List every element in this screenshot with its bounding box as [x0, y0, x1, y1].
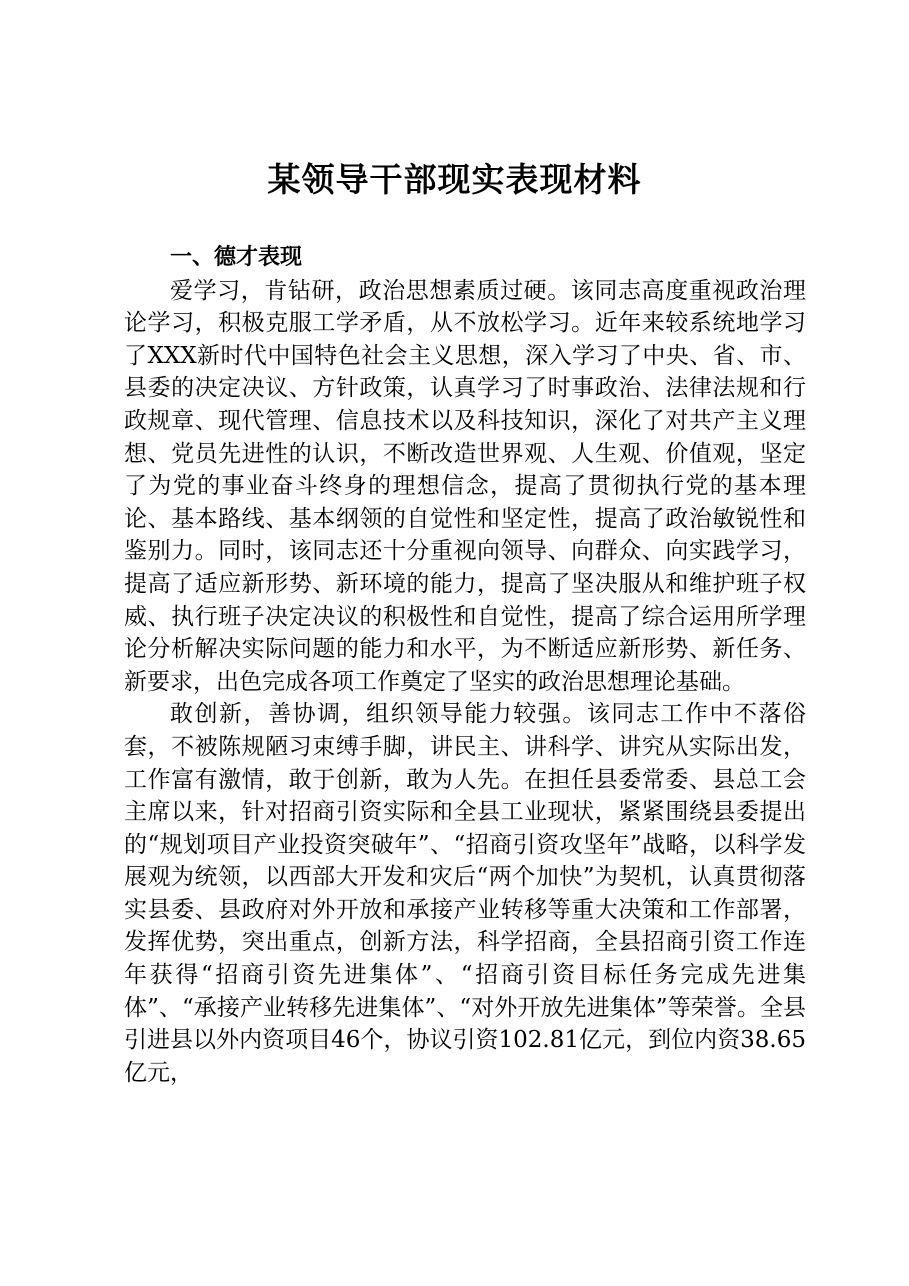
paragraph-innovation: 敢创新，善协调，组织领导能力较强。该同志工作中不落俗套，不被陈规陋习束缚手脚，讲民主、讲科学、讲究从实际出发，工作富有激情，敢于创新，敢为人先。在担任县委常委、县总工会主席以来，针对招商引资实际和全县工业现状，紧紧围绕县委提出的“规划项目产业投资突破年”、“招商引资攻坚年”战略，以科学发展观为统领，以西部大开发和灾后“两个加快”为契机，认真贯彻落实县委、县政府对外开放和承接产业转移等重大决策和工作部署，发挥优势，突出重点，创新方法，科学招商，全县招商引资工作连年获得“招商引资先进集体”、“招商引资目标任务完成先进集体”、“承接产业转移先进集体”、“对外开放先进集体”等荣誉。全县引进县以外内资项目46个，协议引资102.81亿元，到位内资38.65亿元， [124, 701, 806, 1086]
section-heading: 一、德才表现 [170, 245, 303, 270]
paragraph-study: 爱学习，肯钻研，政治思想素质过硬。该同志高度重视政治理论学习，积极克服工学矛盾，从不放松学习。近年来较系统地学习了XXX新时代中国特色社会主义思想，深入学习了中央、省、市、县委的决定决议、方针政策，认真学习了时事政治、法律法规和行政规章、现代管理、信息技术以及科技知识，深化了对共产主义理想、党员先进性的认识，不断改造世界观、人生观、价值观，坚定了为党的事业奋斗终身的理想信念，提高了贯彻执行党的基本理论、基本路线、基本纲领的自觉性和坚定性，提高了政治敏锐性和鉴别力。同时，该同志还十分重视向领导、向群众、向实践学习，提高了适应新形势、新环境的能力，提高了坚决服从和维护班子权威、执行班子决定决议的积极性和自觉性，提高了综合运用所学理论分析解决实际问题的能力和水平，为不断适应新形势、新任务、新要求，出色完成各项工作奠定了坚实的政治思想理论基础。 [124, 277, 806, 695]
document-title: 某领导干部现实表现材料 [267, 160, 642, 199]
document-body [124, 242, 806, 1089]
